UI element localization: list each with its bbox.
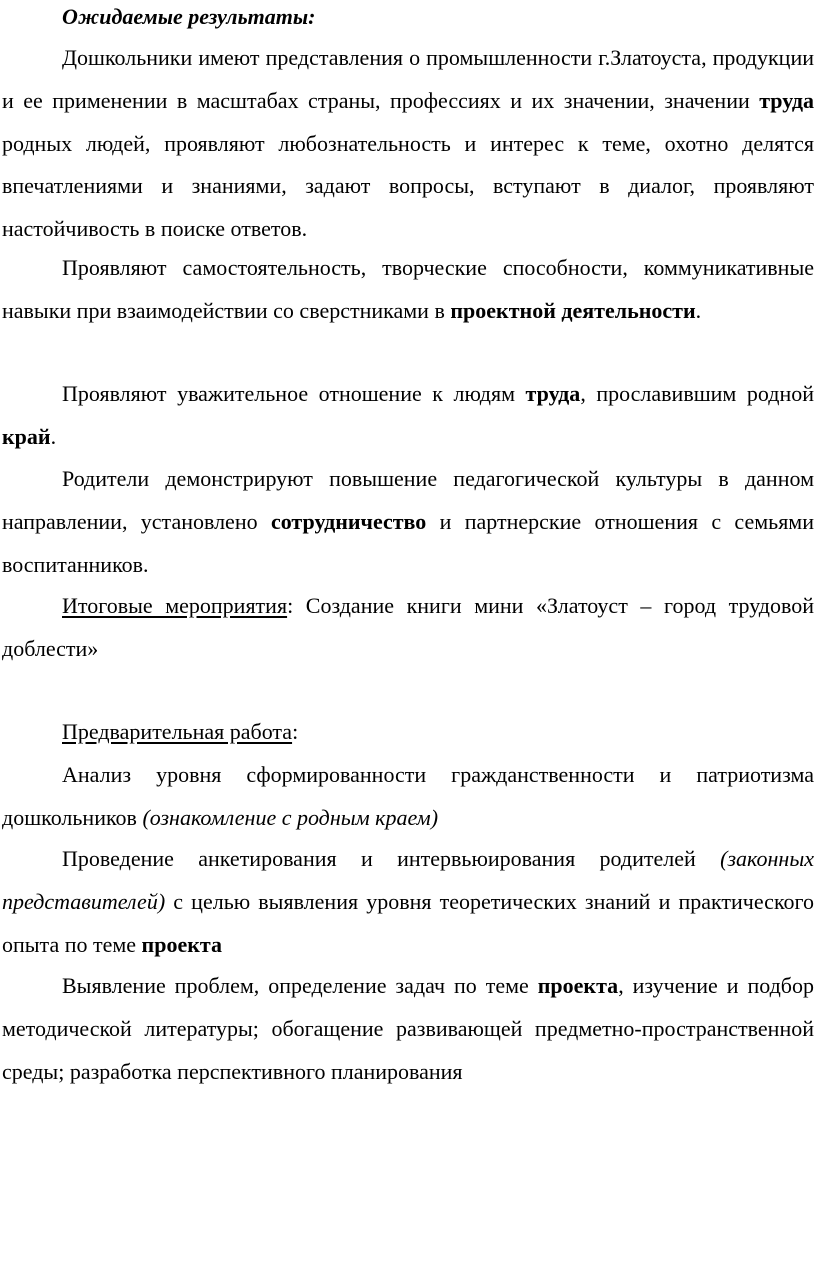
paragraph-analysis: Анализ уровня сформированности гражданственности и патриотизма дошкольников (ознакомление с родным краем): [2, 762, 814, 830]
paragraph-final-events: Итоговые мероприятия: Создание книги мини «Златоуст – город трудовой доблести»: [2, 593, 815, 661]
paragraph-survey: Проведение анкетирования и интервьюирования родителей (законных представителей) с целью выявления уровня теоретических знаний и практического опыта по теме проекта: [2, 846, 814, 957]
paragraph-parents: Родители демонстрируют повышение педагогической культуры в данном направлении, установлено сотрудничество и партнерские отношения с семьями воспитанников.: [2, 466, 815, 577]
paragraph-problems: Выявление проблем, определение задач по теме проекта, изучение и подбор методической литературы; обогащение развивающей предметно-пространственной среды; разработка перспективного планирования: [2, 973, 814, 1084]
paragraph-independence: Проявляют самостоятельность, творческие способности, коммуникативные навыки при взаимодействии со сверстниками в проектной деятельности.: [2, 255, 814, 323]
paragraph-respect: Проявляют уважительное отношение к людям труда, прославившим родной край.: [2, 381, 814, 449]
expected-results-heading: Ожидаемые результаты:: [62, 4, 316, 29]
paragraph-preliminary-work: Предварительная работа:: [62, 719, 299, 744]
paragraph-children-knowledge: Дошкольники имеют представления о промышленности г.Златоуста, продукции и ее применении в масштабах страны, профессиях и их значении, значении труда родных людей, проявляют любознательность и интерес к теме, охотно делятся впечатлениями и знаниями, задают вопросы, вступают в диалог, проявляют настойчивость в поиске ответов.: [2, 45, 814, 242]
